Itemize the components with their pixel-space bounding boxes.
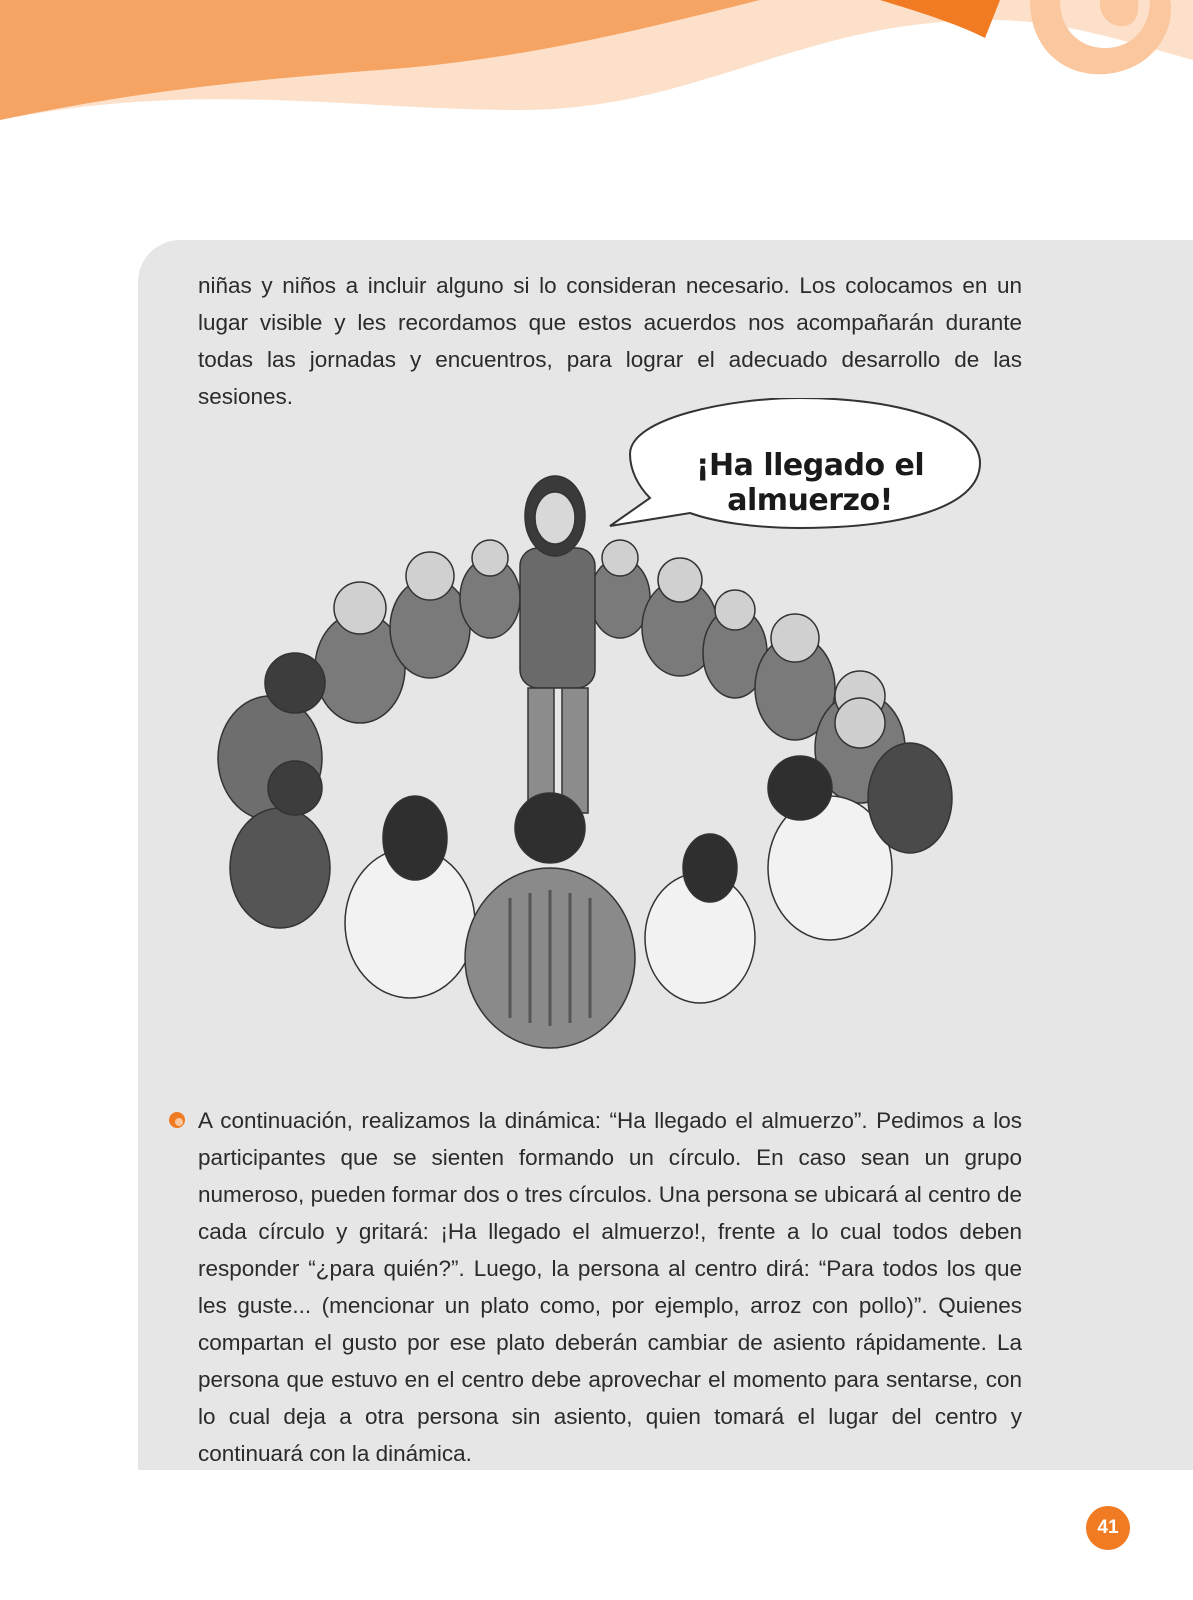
intro-paragraph: niñas y niños a incluir alguno si lo consideran necesario. Los colocamos en un lugar visible y les recordamos que estos acuerdos nos acompañarán durante todas las jornadas y encuentros, para lograr el adecuado desarrollo de las sesiones. xyxy=(198,273,1022,409)
speech-bubble-text: ¡Ha llegado el almuerzo! xyxy=(695,448,925,518)
header-decoration xyxy=(0,0,1193,140)
page-number: 41 xyxy=(1086,1506,1130,1550)
orange-bullet-icon xyxy=(168,1111,186,1129)
activity-paragraph: A continuación, realizamos la dinámica: “Ha llegado el almuerzo”. Pedimos a los participantes que se sienten formando un círculo. En caso sean un grupo numeroso, pueden formar dos o tres círculos. Una persona se ubicará al centro de cada círculo y gritará: ¡Ha llegado el almuerzo!, frente a lo cual todos deben responder “¿para quién?”. Luego, la persona al centro dirá: “Para todos los que les guste... (mencionar un plato como, por ejemplo, arroz con pollo)”. Quienes compartan el gusto por ese plato deberán cambiar de asiento rápidamente. La persona que estuvo en el centro debe aprovechar el momento para sentarse, con lo cual deja a otra persona sin asiento, quien tomará el lugar del centro y continuará con la dinámica. xyxy=(198,1108,1022,1466)
